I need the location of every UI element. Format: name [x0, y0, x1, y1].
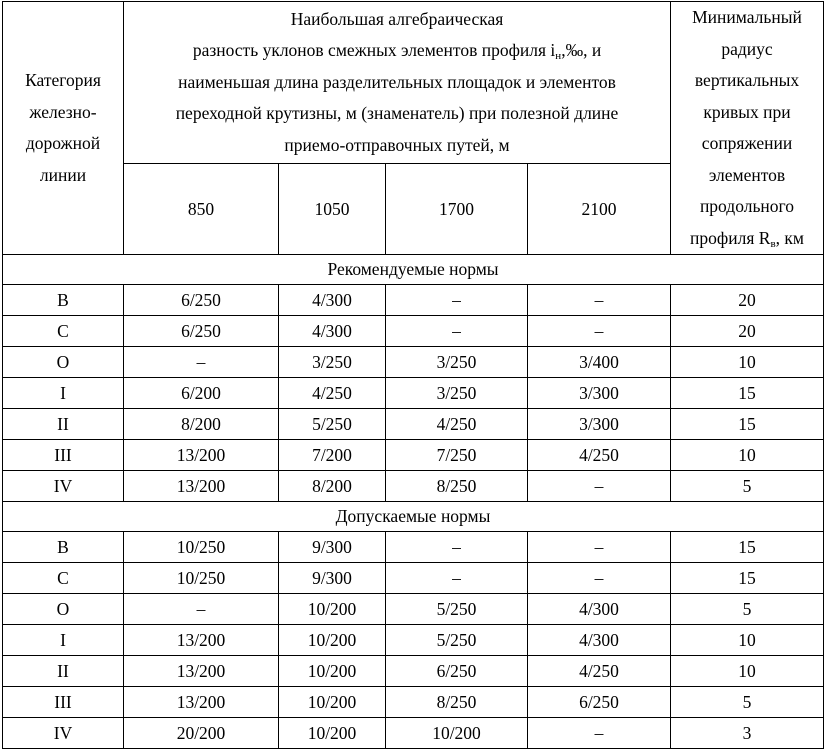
- slope-cell: 13/200: [124, 440, 279, 471]
- table-row: [3, 347, 824, 378]
- category-cell: IV: [3, 718, 124, 749]
- slope-cell: 3/250: [386, 347, 528, 378]
- radius-cell: 15: [671, 409, 824, 440]
- radius-cell: 10: [671, 347, 824, 378]
- category-cell: IV: [3, 471, 124, 502]
- radius-cell: 10: [671, 625, 824, 656]
- table-row: [3, 687, 824, 718]
- category-cell: С: [3, 316, 124, 347]
- table-row: [3, 594, 824, 625]
- table-row: [3, 471, 824, 502]
- section-title: Рекомендуемые нормы: [3, 255, 824, 285]
- category-cell: О: [3, 347, 124, 378]
- category-cell: О: [3, 594, 124, 625]
- radius-cell: 20: [671, 316, 824, 347]
- length-header-1700: 1700: [386, 164, 528, 255]
- slope-cell: 10/250: [124, 532, 279, 563]
- radius-cell: 5: [671, 687, 824, 718]
- slope-cell: 10/200: [279, 718, 386, 749]
- slope-cell: 4/250: [386, 409, 528, 440]
- slope-cell: 4/300: [528, 625, 671, 656]
- slope-cell: 5/250: [279, 409, 386, 440]
- slope-cell: –: [528, 718, 671, 749]
- radius-cell: 15: [671, 378, 824, 409]
- radius-cell: 3: [671, 718, 824, 749]
- slope-cell: 5/250: [386, 594, 528, 625]
- radius-cell: 10: [671, 656, 824, 687]
- length-header-1050: 1050: [279, 164, 386, 255]
- slope-cell: 3/300: [528, 409, 671, 440]
- category-cell: II: [3, 656, 124, 687]
- section-row: [3, 502, 824, 532]
- slope-cell: 4/300: [279, 285, 386, 316]
- table-row: [3, 625, 824, 656]
- slope-cell: 9/300: [279, 563, 386, 594]
- slope-cell: –: [528, 285, 671, 316]
- slope-cell: –: [124, 594, 279, 625]
- slope-cell: 4/300: [528, 594, 671, 625]
- slope-cell: –: [528, 563, 671, 594]
- slope-cell: 6/250: [124, 285, 279, 316]
- slope-cell: 3/250: [279, 347, 386, 378]
- length-header-850: 850: [124, 164, 279, 255]
- slope-cell: 9/300: [279, 532, 386, 563]
- table-row: [3, 409, 824, 440]
- slope-cell: 10/200: [279, 687, 386, 718]
- slope-cell: 8/250: [386, 471, 528, 502]
- slope-cell: 8/200: [279, 471, 386, 502]
- slope-cell: 6/250: [386, 656, 528, 687]
- table-row: [3, 378, 824, 409]
- table-row: [3, 563, 824, 594]
- norms-table: [2, 1, 824, 749]
- slope-cell: –: [528, 532, 671, 563]
- table-body: [3, 255, 824, 749]
- section-row: [3, 255, 824, 285]
- slope-cell: 3/300: [528, 378, 671, 409]
- slope-cell: 4/250: [528, 656, 671, 687]
- radius-cell: 5: [671, 471, 824, 502]
- table-row: [3, 440, 824, 471]
- slope-cell: 5/250: [386, 625, 528, 656]
- category-cell: С: [3, 563, 124, 594]
- slope-cell: 6/200: [124, 378, 279, 409]
- length-header-2100: 2100: [528, 164, 671, 255]
- radius-cell: 15: [671, 563, 824, 594]
- section-title: Допускаемые нормы: [3, 502, 824, 532]
- category-cell: В: [3, 285, 124, 316]
- slope-cell: 10/250: [124, 563, 279, 594]
- slope-cell: –: [386, 316, 528, 347]
- category-header: Категория железно- дорожной линии: [3, 2, 124, 255]
- slope-cell: 7/250: [386, 440, 528, 471]
- slope-cell: 10/200: [386, 718, 528, 749]
- slope-cell: –: [528, 316, 671, 347]
- slope-cell: 6/250: [124, 316, 279, 347]
- slope-cell: 4/250: [279, 378, 386, 409]
- slope-cell: 6/250: [528, 687, 671, 718]
- slope-cell: –: [124, 347, 279, 378]
- slope-cell: 10/200: [279, 594, 386, 625]
- slope-cell: 13/200: [124, 471, 279, 502]
- slope-cell: 13/200: [124, 656, 279, 687]
- category-cell: III: [3, 440, 124, 471]
- slope-cell: 13/200: [124, 625, 279, 656]
- min-radius-header: Минимальный радиус вертикальных кривых при сопряжении элементов продольного профиля $R_в$, км: [671, 2, 824, 255]
- slope-cell: 20/200: [124, 718, 279, 749]
- table-row: [3, 532, 824, 563]
- slope-cell: –: [386, 285, 528, 316]
- table-row: [3, 656, 824, 687]
- slope-cell: 3/250: [386, 378, 528, 409]
- category-cell: В: [3, 532, 124, 563]
- table-row: [3, 316, 824, 347]
- radius-cell: 10: [671, 440, 824, 471]
- slope-cell: 10/200: [279, 656, 386, 687]
- slope-cell: –: [386, 563, 528, 594]
- slope-cell: –: [528, 471, 671, 502]
- slope-cell: 8/200: [124, 409, 279, 440]
- category-cell: I: [3, 625, 124, 656]
- category-cell: I: [3, 378, 124, 409]
- slope-cell: 13/200: [124, 687, 279, 718]
- slope-cell: 4/300: [279, 316, 386, 347]
- radius-cell: 5: [671, 594, 824, 625]
- slope-cell: 10/200: [279, 625, 386, 656]
- table-row: [3, 285, 824, 316]
- radius-cell: 15: [671, 532, 824, 563]
- radius-cell: 20: [671, 285, 824, 316]
- slope-cell: 7/200: [279, 440, 386, 471]
- category-cell: II: [3, 409, 124, 440]
- slope-cell: –: [386, 532, 528, 563]
- table-row: [3, 718, 824, 749]
- slope-cell: 8/250: [386, 687, 528, 718]
- slope-cell: 3/400: [528, 347, 671, 378]
- category-cell: III: [3, 687, 124, 718]
- slope-difference-header: Наибольшая алгебраическая разность уклонов смежных элементов профиля $i_н,‰$, и наименьшая длина разделительных площадок и элементов переходной крутизны, м (знаменатель) при полезной длине приемо-отправочных путей, м: [124, 2, 671, 164]
- slope-cell: 4/250: [528, 440, 671, 471]
